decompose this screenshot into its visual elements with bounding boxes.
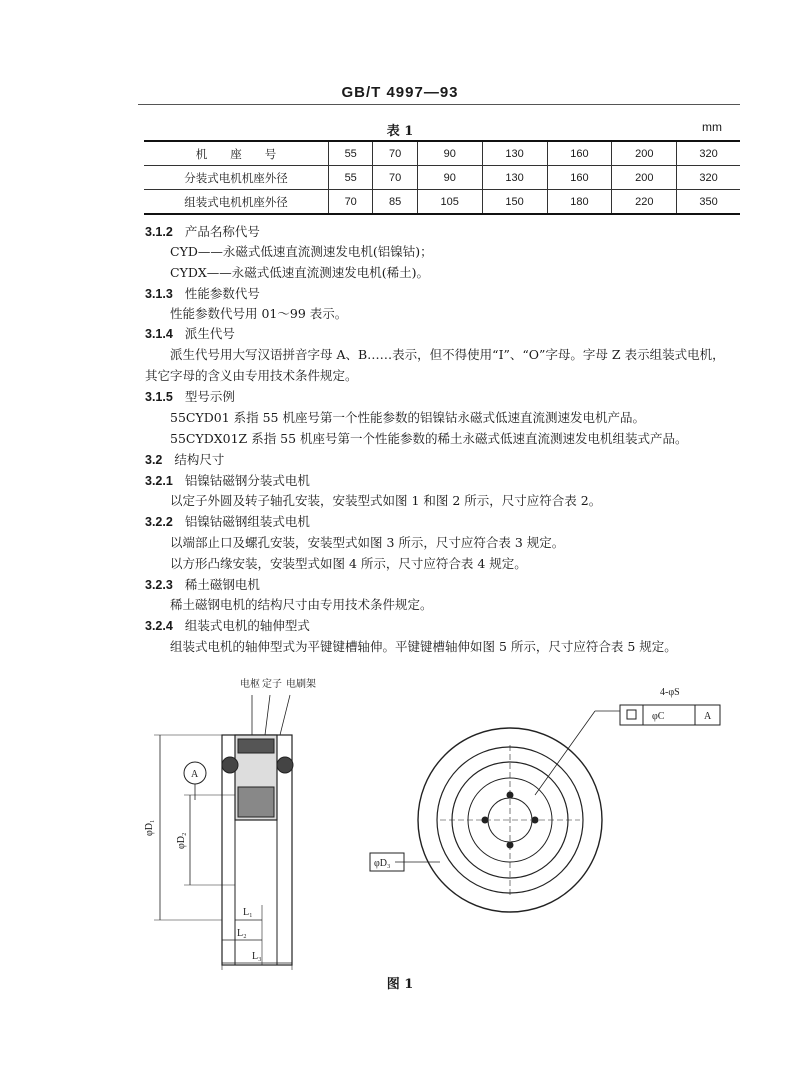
label-d3: φD₃: [374, 858, 391, 869]
section-title: 派生代号: [184, 326, 235, 341]
section-3-1-4-heading: [145, 324, 235, 342]
section-number: 3.2: [145, 453, 163, 467]
section-title: 铝镍钴磁钢组装式电机: [184, 514, 310, 529]
paragraph: CYDX——永磁式低速直流测速发电机(稀土)。: [170, 265, 429, 280]
table-caption: 表 1: [386, 124, 414, 139]
table-cell: 130: [482, 166, 547, 190]
section-number: 3.1.5: [145, 390, 173, 404]
table-unit: mm: [702, 120, 722, 134]
table-cell: 70: [329, 190, 373, 215]
label-brush: 电刷架: [286, 679, 316, 690]
table-cell: 320: [677, 141, 740, 166]
table-cell: 55: [329, 141, 373, 166]
label-datum: A: [191, 769, 199, 780]
section-3-2-heading: [145, 450, 224, 468]
section-title: 产品名称代号: [184, 224, 260, 239]
section-title: 结构尺寸: [174, 452, 225, 467]
table-row: [144, 166, 740, 190]
side-section-view: [154, 695, 293, 970]
paragraph: 其它字母的含义由专用技术条件规定。: [145, 368, 358, 383]
table-cell: 200: [612, 141, 677, 166]
paragraph: 以端部止口及螺孔安装，安装型式如图 3 所示，尺寸应符合表 3 规定。: [170, 535, 565, 550]
section-title: 铝镍钴磁钢分装式电机: [184, 473, 310, 488]
paragraph: 以方形凸缘安装，安装型式如图 4 所示，尺寸应符合表 4 规定。: [170, 556, 527, 571]
label-d2: φD₂: [176, 832, 187, 849]
label-l3: L₃: [252, 951, 262, 962]
section-number: 3.2.4: [145, 619, 173, 633]
section-3-1-3-heading: [145, 284, 260, 302]
section-number: 3.2.2: [145, 515, 173, 529]
section-title: 型号示例: [184, 389, 235, 404]
section-number: 3.2.1: [145, 474, 173, 488]
paragraph: CYD——永磁式低速直流测速发电机(铝镍钴)；: [170, 244, 433, 259]
section-number: 3.1.2: [145, 225, 173, 239]
table-cell: 90: [417, 141, 482, 166]
table-cell: 85: [373, 190, 417, 215]
table-cell: 350: [677, 190, 740, 215]
table-cell: 320: [677, 166, 740, 190]
row-header: 机 座 号: [144, 141, 329, 166]
end-view: [370, 705, 720, 912]
paragraph: 以定子外圆及转子轴孔安装，安装型式如图 1 和图 2 所示，尺寸应符合表 2。: [170, 493, 602, 508]
paragraph: 性能参数代号用 01～99 表示。: [170, 306, 348, 321]
label-d1: φD₁: [144, 819, 155, 836]
paragraph: 稀土磁钢电机的结构尺寸由专用技术条件规定。: [170, 597, 433, 612]
section-3-2-2-heading: [145, 512, 310, 530]
label-fa: A: [704, 711, 712, 722]
paragraph: 55CYDX01Z 系指 55 机座号第一个性能参数的稀土永磁式低速直流测速发电机组装式产品。: [170, 431, 688, 446]
section-3-1-5-heading: [145, 387, 235, 405]
label-stator: 定子: [262, 679, 282, 690]
table-cell: 105: [417, 190, 482, 215]
section-title: 性能参数代号: [184, 286, 260, 301]
section-3-1-2-heading: [145, 222, 260, 240]
table-row: [144, 141, 740, 166]
label-frame: 电枢: [240, 679, 260, 690]
table-cell: 160: [547, 141, 612, 166]
table-cell: 180: [547, 190, 612, 215]
section-3-2-1-heading: [145, 471, 310, 489]
section-number: 3.1.3: [145, 287, 173, 301]
header-rule: [138, 104, 740, 105]
table-cell: 70: [373, 141, 417, 166]
paragraph: 55CYD01 系指 55 机座号第一个性能参数的铝镍钴永磁式低速直流测速发电机产品。: [170, 410, 645, 425]
section-3-2-4-heading: [145, 616, 310, 634]
row-header: 组装式电机机座外径: [144, 190, 329, 215]
frame-size-table: [144, 140, 740, 215]
section-number: 3.1.4: [145, 327, 173, 341]
paragraph: 组装式电机的轴伸型式为平键键槽轴伸。平键键槽轴伸如图 5 所示，尺寸应符合表 5 规定。: [170, 639, 677, 654]
label-l2: L₂: [237, 928, 247, 939]
table-cell: 55: [329, 166, 373, 190]
table-cell: 200: [612, 166, 677, 190]
label-holes: 4-φS: [660, 687, 680, 698]
row-header: 分装式电机机座外径: [144, 166, 329, 190]
label-l1: L₁: [243, 907, 253, 918]
paragraph: 派生代号用大写汉语拼音字母 A、B……表示，但不得使用“I”、“O”字母。字母 Z 表示组装式电机，: [170, 347, 725, 362]
table-cell: 130: [482, 141, 547, 166]
table-cell: 220: [612, 190, 677, 215]
figure-caption: 图 1: [386, 977, 414, 992]
table-cell: 70: [373, 166, 417, 190]
figure-1-drawing: [140, 665, 740, 970]
page-header: GB/T 4997—93: [341, 84, 459, 101]
table-cell: 90: [417, 166, 482, 190]
section-title: 组装式电机的轴伸型式: [184, 618, 310, 633]
table-row: [144, 190, 740, 215]
label-fc: φC: [652, 711, 665, 722]
table-cell: 160: [547, 166, 612, 190]
section-title: 稀土磁钢电机: [184, 577, 260, 592]
table-cell: 150: [482, 190, 547, 215]
section-3-2-3-heading: [145, 575, 260, 593]
section-number: 3.2.3: [145, 578, 173, 592]
